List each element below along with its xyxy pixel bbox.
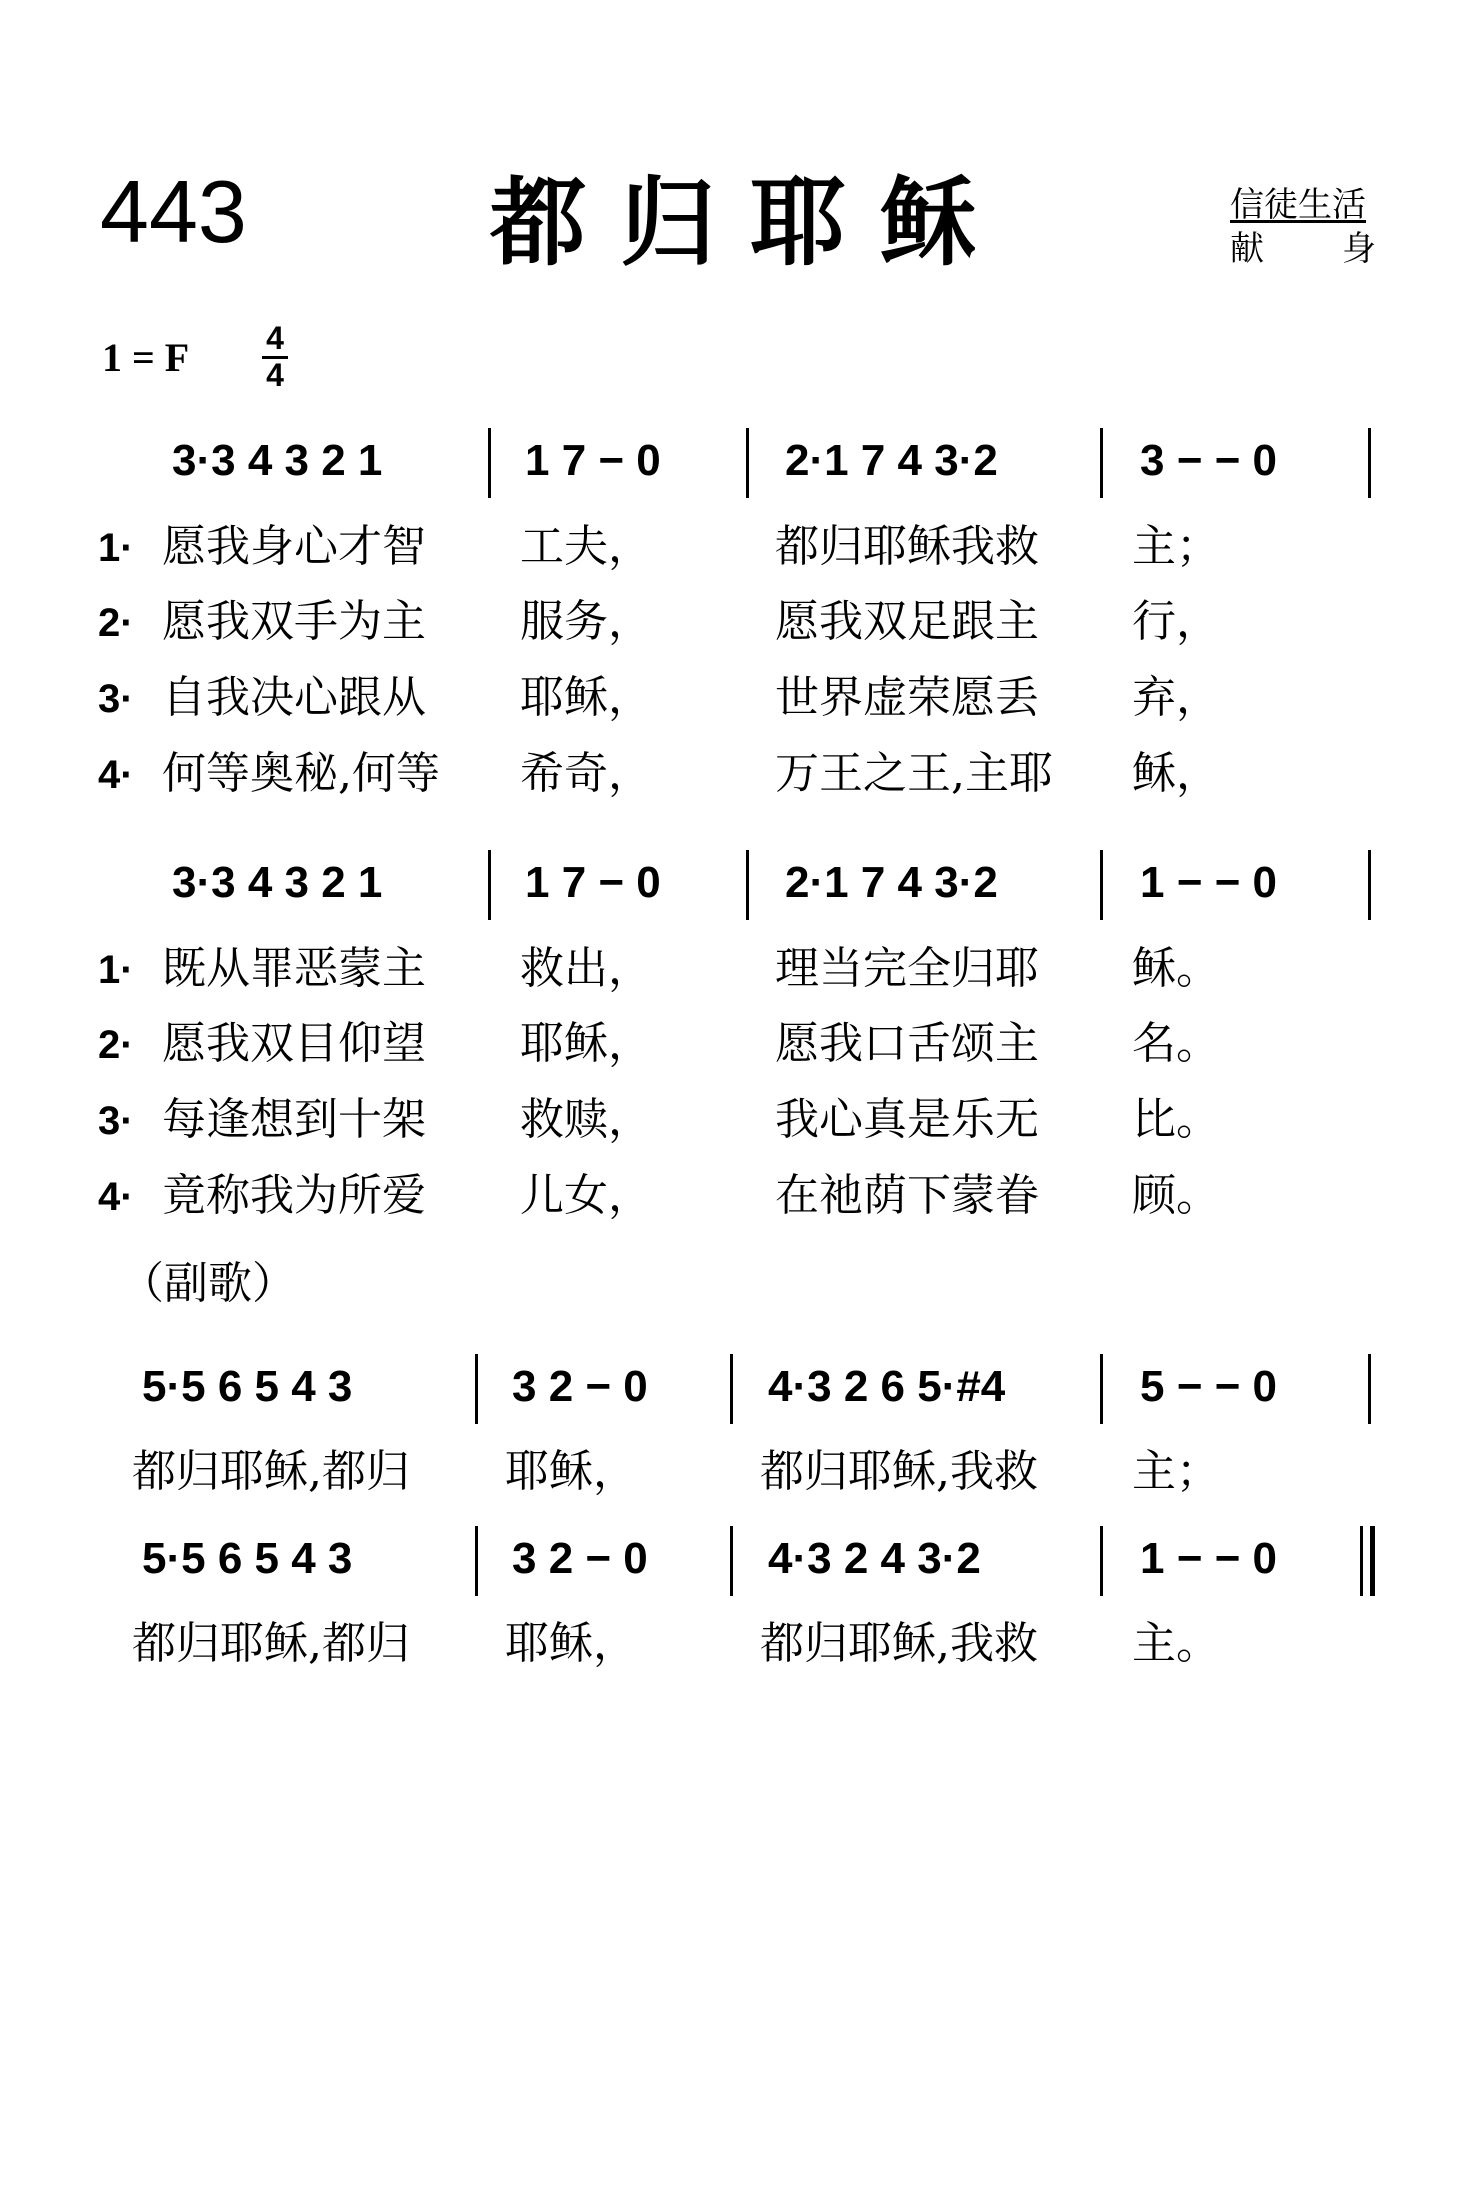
- barline: [746, 850, 749, 920]
- verse-line: [98, 1174, 134, 1218]
- verse-number: 3·: [98, 1099, 134, 1143]
- lyric-phrase: 都归耶稣,我救: [760, 1618, 1038, 1669]
- lyric-phrase: 都归耶稣,都归: [132, 1446, 410, 1497]
- lyric-phrase: 竟称我为所爱: [162, 1170, 426, 1221]
- hymn-title: 都归耶稣: [490, 167, 1010, 279]
- barline: [1100, 850, 1103, 920]
- measure: 1 − − 0: [1140, 1534, 1278, 1583]
- lyric-phrase: 耶稣，: [520, 1018, 652, 1069]
- measure: 3·3 4 3 2 1: [172, 858, 383, 907]
- lyric-phrase: 服务，: [520, 596, 652, 647]
- verse-number: 3·: [98, 677, 134, 721]
- subcategory-label: [1230, 229, 1376, 269]
- lyric-phrase: 工夫，: [520, 521, 652, 572]
- lyric-phrase: 愿我双手为主: [162, 596, 426, 647]
- lyric-phrase: 主。: [1132, 1618, 1220, 1669]
- verse-line: [98, 600, 134, 644]
- lyric-phrase: 主；: [1132, 1446, 1220, 1497]
- barline: [1368, 850, 1371, 920]
- measure: 1 − − 0: [1140, 858, 1278, 907]
- verse-line: [98, 525, 134, 569]
- lyric-phrase: 世界虚荣愿丢: [775, 672, 1039, 723]
- measure: 3 2 − 0: [512, 1362, 648, 1411]
- lyric-phrase: 弃，: [1132, 672, 1220, 723]
- lyric-phrase: 每逢想到十架: [162, 1094, 426, 1145]
- verse-line: [98, 752, 134, 796]
- time-signature-top: 4: [266, 320, 284, 356]
- verse-line: [98, 676, 134, 720]
- lyric-phrase: 稣。: [1132, 943, 1220, 994]
- verse-line: [98, 1098, 134, 1142]
- lyric-phrase: 顾。: [1132, 1170, 1220, 1221]
- lyric-phrase: 理当完全归耶: [775, 943, 1039, 994]
- lyric-phrase: 希奇，: [520, 748, 652, 799]
- key-signature: 1 = F: [102, 335, 190, 380]
- measure: 3 2 − 0: [512, 1534, 648, 1583]
- lyric-phrase: 既从罪恶蒙主: [162, 943, 426, 994]
- lyric-phrase: 愿我双足跟主: [775, 596, 1039, 647]
- lyric-phrase: 我心真是乐无: [775, 1094, 1039, 1145]
- verse-number: 2·: [98, 1023, 134, 1067]
- measure: 5·5 6 5 4 3: [142, 1534, 353, 1583]
- lyric-phrase: 比。: [1132, 1094, 1220, 1145]
- verse-number: 4·: [98, 753, 134, 797]
- measure: 5 − − 0: [1140, 1362, 1278, 1411]
- lyric-phrase: 都归耶稣,都归: [132, 1618, 410, 1669]
- lyric-phrase: 主；: [1132, 521, 1220, 572]
- verse-number: 4·: [98, 1175, 134, 1219]
- lyric-phrase: 都归耶稣,我救: [760, 1446, 1038, 1497]
- subcategory-right: 身: [1342, 229, 1376, 269]
- lyric-phrase: 何等奥秘,何等: [162, 748, 440, 799]
- lyric-phrase: 名。: [1132, 1018, 1220, 1069]
- barline: [1360, 1526, 1363, 1596]
- barline: [1100, 1354, 1103, 1424]
- barline: [488, 850, 491, 920]
- barline: [488, 428, 491, 498]
- subcategory-left: 献: [1230, 229, 1264, 269]
- lyric-phrase: 行，: [1132, 596, 1220, 647]
- barline: [746, 428, 749, 498]
- lyric-phrase: 耶稣，: [505, 1446, 637, 1497]
- barline: [730, 1526, 733, 1596]
- lyric-phrase: 自我决心跟从: [162, 672, 426, 723]
- lyric-phrase: 愿我身心才智: [162, 521, 426, 572]
- barline: [475, 1354, 478, 1424]
- barline: [1100, 428, 1103, 498]
- verse-number: 2·: [98, 601, 134, 645]
- verse-line: [98, 1022, 134, 1066]
- lyric-phrase: 都归耶稣我救: [775, 521, 1039, 572]
- lyric-phrase: 救赎，: [520, 1094, 652, 1145]
- measure: 3 − − 0: [1140, 436, 1278, 485]
- lyric-phrase: 愿我口舌颂主: [775, 1018, 1039, 1069]
- lyric-phrase: 儿女，: [520, 1170, 652, 1221]
- time-signature: [262, 322, 288, 393]
- measure: 4·3 2 6 5·#4: [768, 1362, 1006, 1411]
- measure: 5·5 6 5 4 3: [142, 1362, 353, 1411]
- barline: [1368, 428, 1371, 498]
- barline: [475, 1526, 478, 1596]
- category-label: 信徒生活: [1230, 185, 1366, 225]
- lyric-phrase: 万王之王,主耶: [775, 748, 1053, 799]
- hymn-number: 443: [100, 162, 247, 261]
- lyric-phrase: 在祂荫下蒙眷: [775, 1170, 1039, 1221]
- lyric-phrase: 耶稣，: [520, 672, 652, 723]
- measure: 1 7 − 0: [525, 436, 661, 485]
- time-signature-bottom: 4: [266, 357, 284, 393]
- lyric-phrase: 稣，: [1132, 748, 1220, 799]
- lyric-phrase: 救出，: [520, 943, 652, 994]
- verse-number: 1·: [98, 526, 134, 570]
- barline: [1100, 1526, 1103, 1596]
- lyric-phrase: 愿我双目仰望: [162, 1018, 426, 1069]
- lyric-phrase: 耶稣，: [505, 1618, 637, 1669]
- verse-line: [98, 947, 134, 991]
- measure: 2·1 7 4 3·2: [785, 858, 998, 907]
- barline: [1368, 1354, 1371, 1424]
- barline: [730, 1354, 733, 1424]
- measure: 4·3 2 4 3·2: [768, 1534, 981, 1583]
- measure: 1 7 − 0: [525, 858, 661, 907]
- verse-number: 1·: [98, 948, 134, 992]
- measure: 2·1 7 4 3·2: [785, 436, 998, 485]
- measure: 3·3 4 3 2 1: [172, 436, 383, 485]
- final-barline: [1370, 1526, 1375, 1596]
- chorus-label: （副歌）: [120, 1258, 296, 1309]
